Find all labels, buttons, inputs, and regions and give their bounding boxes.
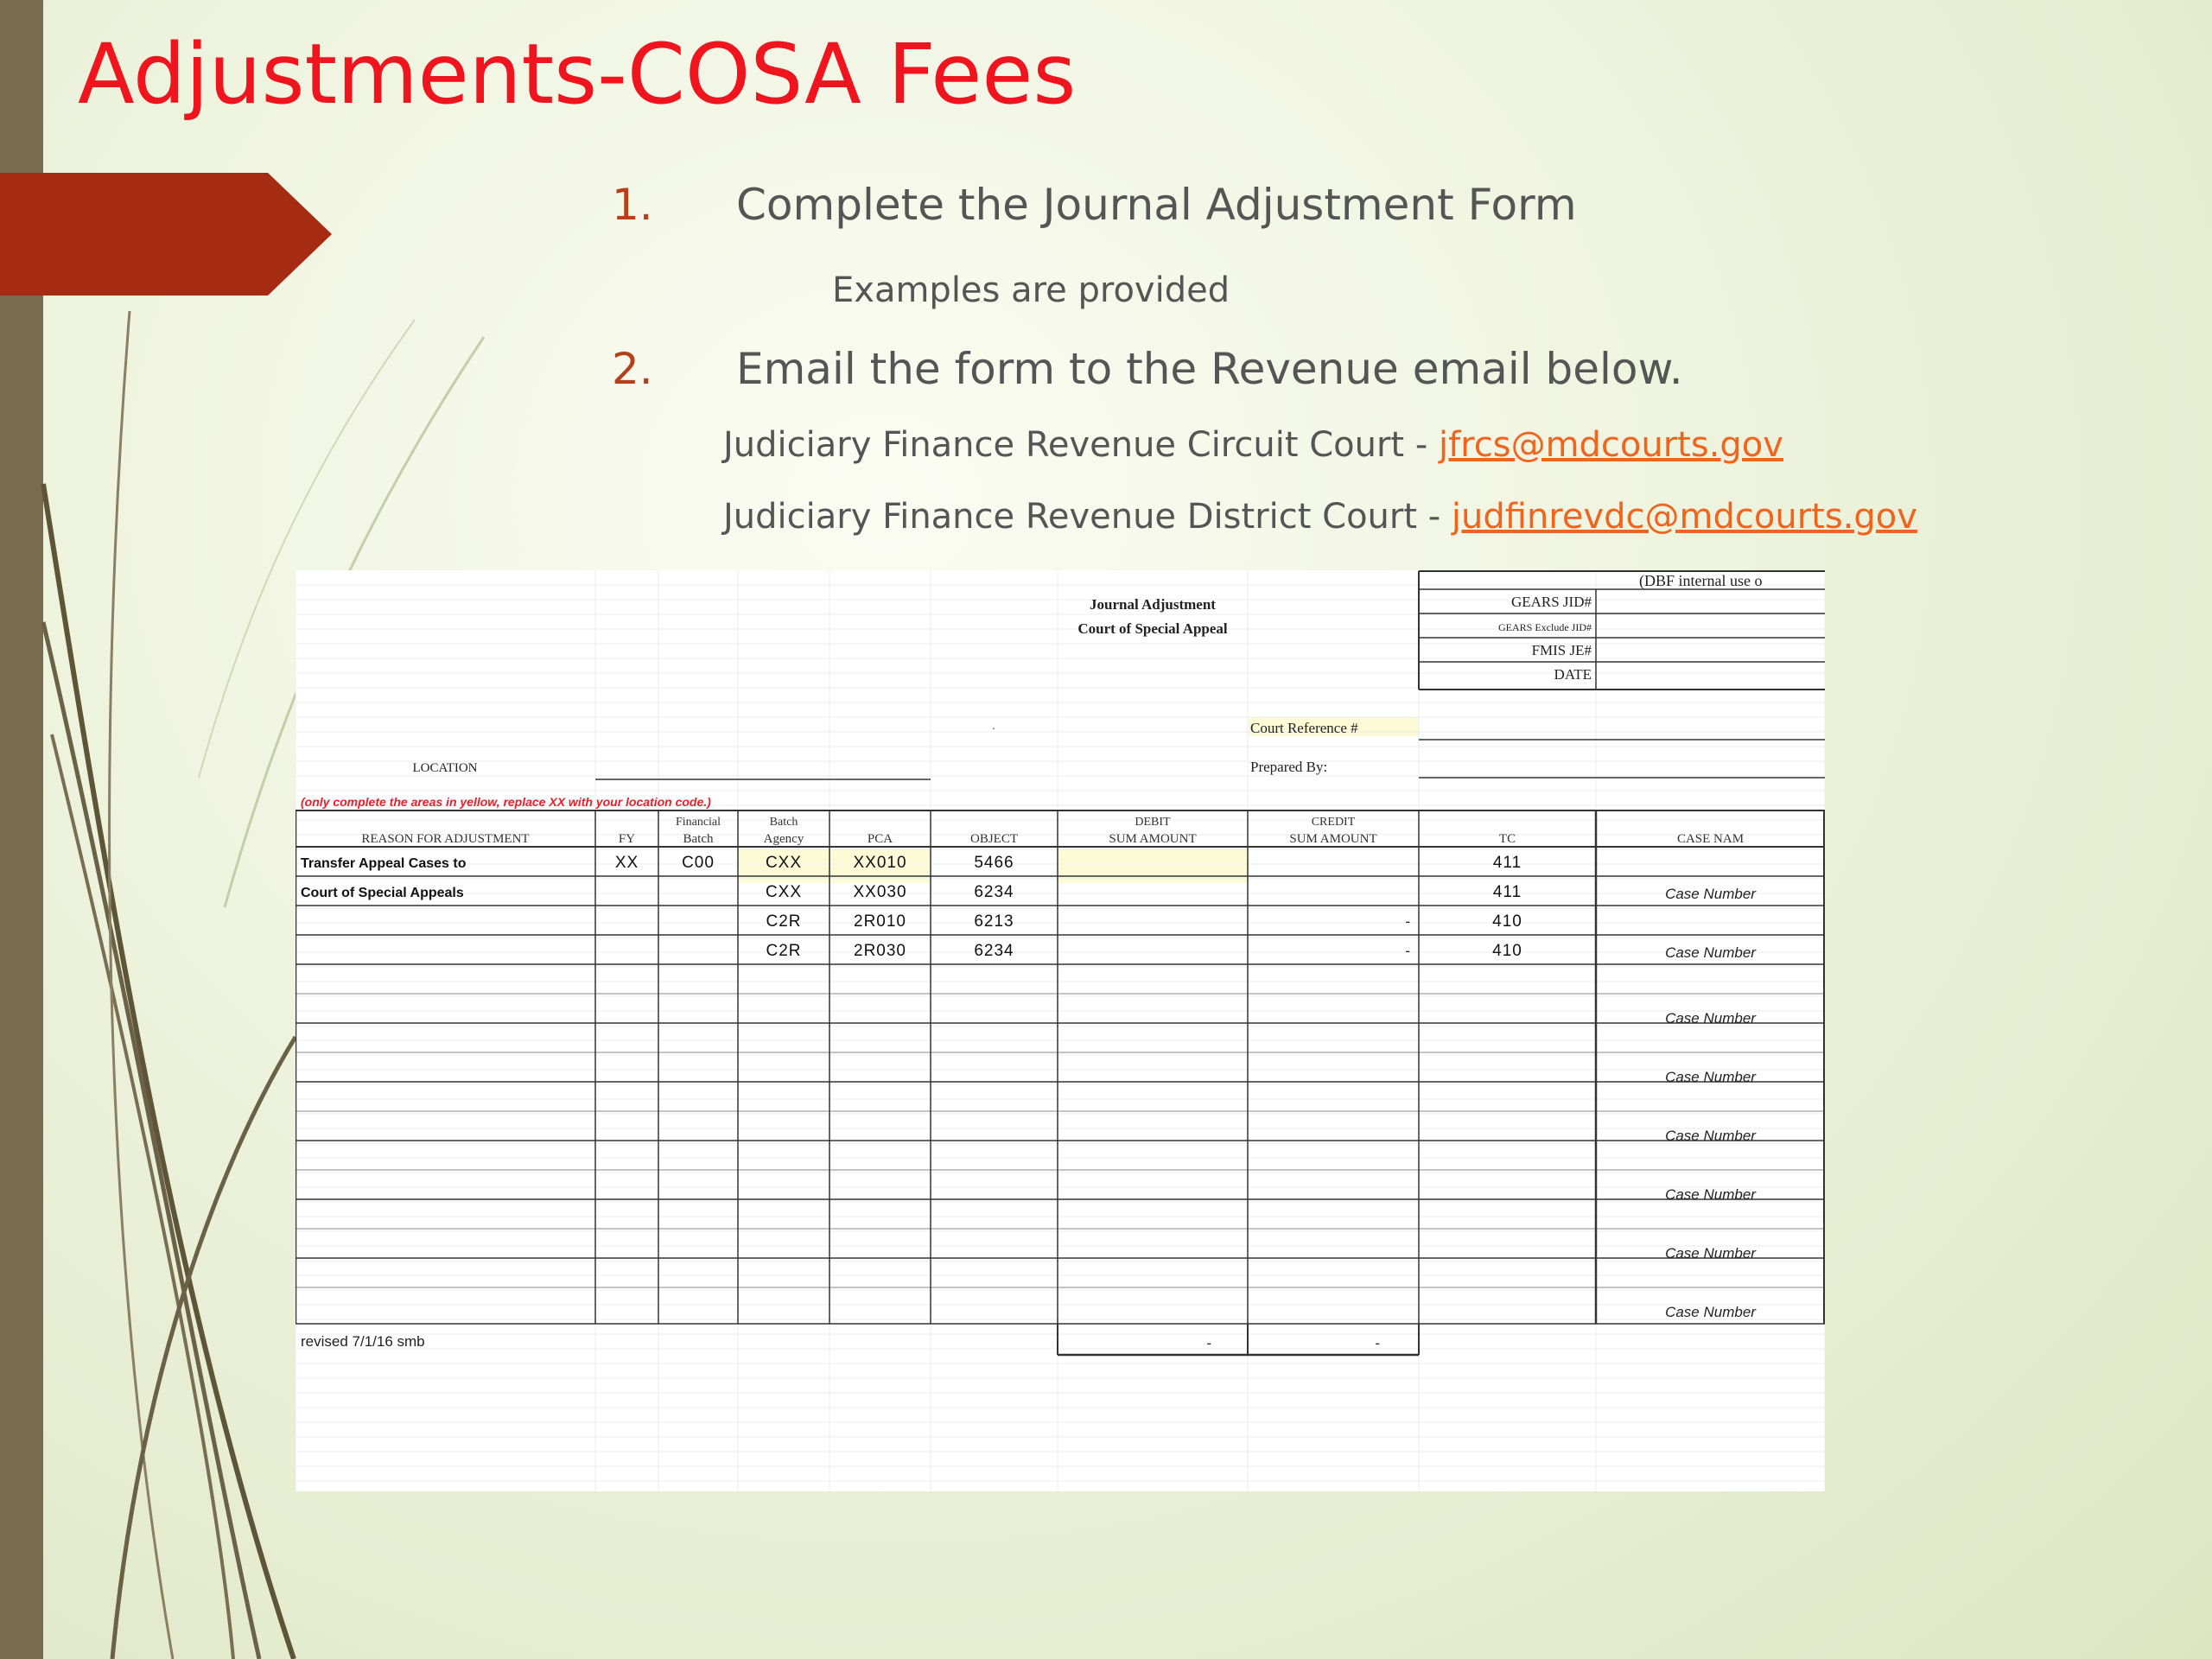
column-header: FY bbox=[618, 832, 636, 846]
debit-highlight bbox=[1058, 849, 1248, 883]
red-arrow-shape bbox=[0, 173, 337, 296]
column-header-top: DEBIT bbox=[1135, 816, 1171, 829]
table-cell: 5466 bbox=[974, 854, 1014, 872]
column-header: CASE NAM bbox=[1676, 832, 1745, 846]
credit-total: - bbox=[1375, 1335, 1380, 1351]
table-cell: Case Number bbox=[1665, 886, 1756, 902]
column-header: Agency bbox=[763, 832, 804, 846]
table-cell: 6213 bbox=[974, 912, 1014, 931]
district-court-label: Judiciary Finance Revenue District Court - bbox=[723, 497, 1452, 537]
column-header: SUM AMOUNT bbox=[1289, 832, 1377, 846]
revised-note: revised 7/1/16 smb bbox=[301, 1333, 425, 1350]
court-reference-label: Court Reference # bbox=[1250, 720, 1358, 736]
circuit-court-email-line bbox=[723, 425, 1783, 465]
table-cell: XX010 bbox=[853, 854, 907, 872]
district-court-email-link[interactable]: judfinrevdc@mdcourts.gov bbox=[1451, 497, 1917, 537]
dbf-field-label: GEARS JID# bbox=[1510, 594, 1592, 610]
table-cell: 411 bbox=[1492, 883, 1522, 901]
circuit-court-email-link[interactable]: jfrcs@mdcourts.gov bbox=[1438, 425, 1783, 465]
column-header: TC bbox=[1498, 832, 1516, 846]
form-dot: · bbox=[991, 723, 996, 736]
step-2-number: 2. bbox=[612, 344, 653, 394]
table-cell: 6234 bbox=[974, 942, 1014, 960]
table-cell: CXX bbox=[765, 883, 803, 901]
debit-total: - bbox=[1206, 1335, 1211, 1351]
column-header-top: CREDIT bbox=[1311, 816, 1356, 829]
step-1-number: 1. bbox=[612, 180, 653, 230]
table-cell: C2R bbox=[766, 912, 802, 931]
dbf-header: (DBF internal use o bbox=[1639, 572, 1763, 589]
step-2-text: Email the form to the Revenue email below. bbox=[736, 344, 1683, 394]
dbf-field-label: DATE bbox=[1554, 666, 1592, 683]
examples-note: Examples are provided bbox=[832, 270, 1230, 310]
table-cell: Case Number bbox=[1665, 1069, 1756, 1085]
form-subtitle: Court of Special Appeal bbox=[1077, 620, 1228, 637]
table-cell: C00 bbox=[682, 854, 715, 872]
table-cell: Case Number bbox=[1665, 944, 1756, 961]
column-header: PCA bbox=[867, 832, 893, 846]
table-cell: 2R030 bbox=[854, 942, 906, 960]
column-header: OBJECT bbox=[969, 832, 1019, 846]
form-title: Journal Adjustment bbox=[1090, 596, 1216, 613]
form-table bbox=[296, 570, 1825, 1491]
table-cell: - bbox=[1405, 943, 1410, 959]
column-header-top: Batch bbox=[769, 816, 798, 829]
table-cell: 411 bbox=[1492, 854, 1522, 872]
table-cell: 410 bbox=[1492, 942, 1522, 960]
table-cell: 2R010 bbox=[854, 912, 906, 931]
dbf-field-label: GEARS Exclude JID# bbox=[1498, 621, 1592, 633]
table-cell: 410 bbox=[1492, 912, 1522, 931]
table-cell: CXX bbox=[765, 854, 803, 872]
slide-title: Adjustments-COSA Fees bbox=[78, 26, 1077, 123]
table-cell: Case Number bbox=[1665, 1245, 1756, 1262]
column-header: SUM AMOUNT bbox=[1109, 832, 1197, 846]
instruction-note: (only complete the areas in yellow, replace XX with your location code.) bbox=[301, 795, 711, 809]
table-cell: Case Number bbox=[1665, 1186, 1756, 1203]
table-cell: Case Number bbox=[1665, 1010, 1756, 1027]
table-cell: C2R bbox=[766, 942, 802, 960]
journal-adjustment-form-image bbox=[296, 570, 1825, 1491]
prepared-by-label: Prepared By: bbox=[1250, 759, 1328, 775]
table-cell: Transfer Appeal Cases to bbox=[301, 856, 467, 871]
table-cell: 6234 bbox=[974, 883, 1014, 901]
dbf-field-label: FMIS JE# bbox=[1531, 642, 1592, 658]
table-cell: Court of Special Appeals bbox=[301, 886, 464, 900]
column-header: REASON FOR ADJUSTMENT bbox=[361, 832, 530, 846]
column-header-top: Financial bbox=[675, 816, 721, 829]
circuit-court-label: Judiciary Finance Revenue Circuit Court - bbox=[723, 425, 1439, 465]
location-label: LOCATION bbox=[412, 761, 478, 775]
column-header: Batch bbox=[683, 832, 714, 846]
table-cell: XX030 bbox=[853, 883, 907, 901]
table-cell: XX bbox=[614, 854, 639, 872]
table-cell: Case Number bbox=[1665, 1304, 1756, 1320]
table-cell: Case Number bbox=[1665, 1128, 1756, 1144]
table-cell: - bbox=[1405, 913, 1410, 930]
district-court-email-line bbox=[723, 497, 1917, 537]
step-1-text: Complete the Journal Adjustment Form bbox=[736, 180, 1577, 230]
